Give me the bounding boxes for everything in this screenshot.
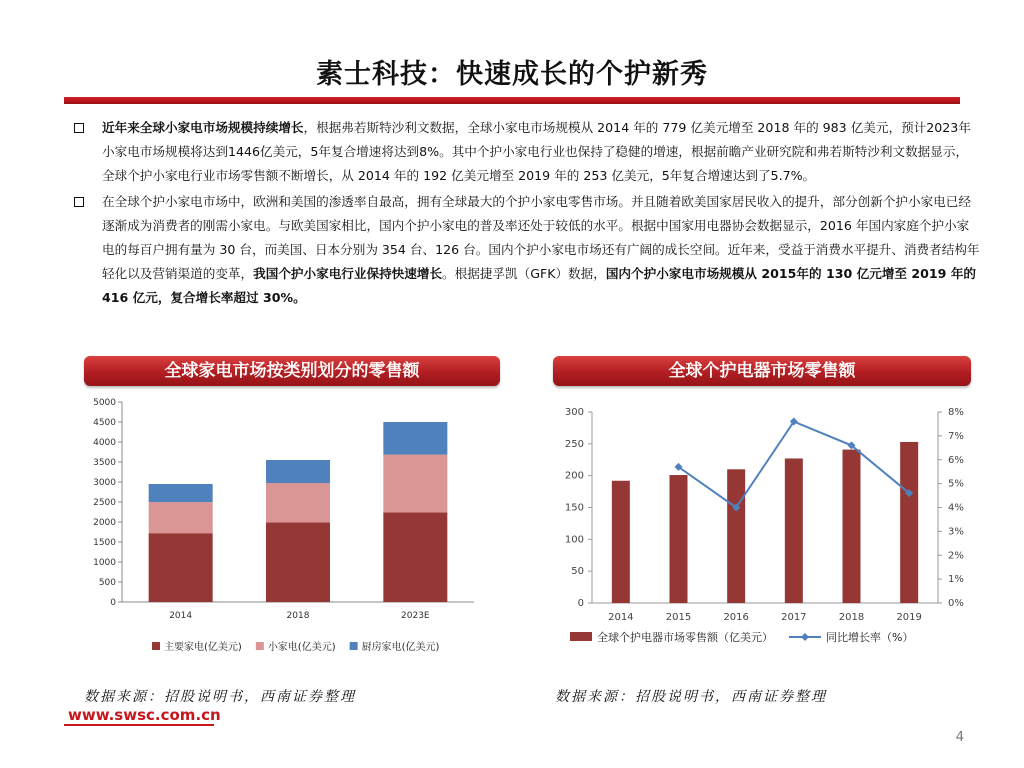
x-tick-label: 2015 — [665, 612, 692, 623]
left-chart-banner: 全球家电市场按类别划分的零售额 — [84, 356, 500, 386]
y2-tick-label: 5% — [948, 478, 964, 490]
x-tick-label: 2014 — [608, 612, 634, 623]
bullet-1-text: ，根据弗若斯特沙利文数据，全球小家电市场规模从 2014 年的 779 亿美元增至 2018 年的 983 亿美元，预计2023年小家电市场规模将达到1446亿美元，5年复合增速将达到8%。其中个护小家电行业也保持了稳健的增速，根据前瞻产业研究院和弗若斯特沙利文数据显示，全球个护小家电行业市场零售额不断增长，从 2014 年的 192 亿美元增至 2019 年的 253 亿美元，5年复合增速达到了5.7%。 — [102, 120, 971, 183]
square-bullet-icon — [74, 197, 84, 207]
legend-swatch — [152, 642, 160, 650]
y-tick-label: 50 — [571, 566, 584, 578]
bar-segment — [383, 455, 447, 513]
x-tick-label: 2018 — [286, 611, 310, 621]
url-underline — [64, 724, 214, 726]
y2-tick-label: 2% — [948, 550, 964, 562]
y-tick-label: 4500 — [93, 418, 116, 428]
bar-segment — [149, 533, 213, 602]
x-tick-label: 2016 — [723, 612, 749, 623]
page-number: 4 — [955, 730, 964, 745]
right-chart-banner: 全球个护电器市场零售额 — [553, 356, 971, 386]
y-tick-label: 1000 — [93, 558, 116, 568]
legend-marker — [801, 633, 809, 641]
bullet-1-lead: 近年来全球小家电市场规模持续增长 — [102, 120, 304, 135]
y-tick-label: 300 — [564, 407, 584, 418]
x-tick-label: 2014 — [169, 611, 193, 621]
bullet-2-text: 在全球个护小家电市场中，欧洲和美国的渗透率自最高，拥有全球最大的个护小家电零售市场。并且随着欧美国家居民收入的提升，部分创新个护小家电已经逐渐成为消费者的刚需小家电。与欧美国家相比，国内个护小家电的普及率还处于较低的水平。根据中国家用电器协会数据显示，2016 年国内家庭个护小家电的每百户拥有量为 30 台，而美国、日本分别为 354 台、126 台。国内个护小家电市场还有广阔的成长空间。近年来，受益于消费水平提升、消费者结构年轻化以及营销渠道的变革， — [102, 194, 980, 281]
y-tick-label: 500 — [98, 578, 116, 588]
website-url[interactable]: www.swsc.com.cn — [68, 706, 221, 724]
legend-swatch — [256, 642, 264, 650]
y2-tick-label: 7% — [948, 430, 964, 442]
bar — [670, 475, 688, 603]
legend-swatch — [350, 642, 358, 650]
y2-tick-label: 6% — [948, 454, 964, 466]
y2-tick-label: 8% — [948, 407, 964, 418]
x-tick-label: 2023E — [401, 611, 430, 621]
bar-segment — [383, 422, 447, 455]
bar-line-chart — [540, 398, 980, 654]
bar-segment — [266, 522, 330, 602]
bar-segment — [266, 460, 330, 483]
x-tick-label: 2019 — [896, 612, 922, 623]
bullet-item-1 — [70, 116, 980, 188]
title-underline — [64, 97, 960, 104]
y-tick-label: 250 — [564, 438, 584, 450]
bar-segment — [383, 512, 447, 602]
bar — [843, 450, 861, 603]
y-tick-label: 2500 — [93, 498, 116, 508]
bar — [727, 469, 745, 603]
y-tick-label: 100 — [564, 534, 584, 546]
legend-label: 同比增长率（%） — [826, 631, 914, 644]
legend-label: 厨房家电(亿美元) — [361, 642, 440, 653]
square-bullet-icon — [74, 123, 84, 133]
bullet-list — [70, 116, 980, 312]
y2-tick-label: 4% — [948, 502, 964, 514]
y-tick-label: 5000 — [93, 398, 116, 408]
bullet-2-text2: 。根据捷孚凯（GFK）数据， — [442, 266, 606, 281]
bar — [900, 442, 918, 603]
y-tick-label: 0 — [110, 598, 116, 608]
y-tick-label: 0 — [577, 598, 584, 609]
y2-tick-label: 1% — [948, 574, 964, 586]
left-data-source: 数据来源：招股说明书，西南证券整理 — [84, 689, 356, 705]
y-tick-label: 3000 — [93, 478, 116, 488]
bar — [785, 458, 803, 603]
page-title: 素士科技：快速成长的个护新秀 — [316, 59, 708, 90]
y2-tick-label: 0% — [948, 598, 964, 609]
bullet-2-bold-tail: 国内个护小家电市场规模从 2015年的 130 亿元增至 2019 年的 416 亿元，复合增长率超过 30%。 — [102, 266, 977, 305]
y-tick-label: 200 — [564, 470, 584, 482]
y2-tick-label: 3% — [948, 526, 964, 538]
bullet-2-bold-mid: 我国个护小家电行业保持快速增长 — [253, 266, 443, 281]
y-tick-label: 4000 — [93, 438, 116, 448]
legend-label: 全球个护电器市场零售额（亿美元） — [597, 631, 773, 644]
y-tick-label: 3500 — [93, 458, 116, 468]
right-data-source: 数据来源：招股说明书，西南证券整理 — [555, 689, 827, 705]
x-tick-label: 2018 — [838, 612, 865, 623]
y-tick-label: 150 — [564, 502, 584, 514]
y-tick-label: 1500 — [93, 538, 116, 548]
legend-label: 小家电(亿美元) — [267, 642, 336, 653]
bullet-item-2 — [70, 190, 980, 310]
bar-segment — [149, 502, 213, 533]
x-tick-label: 2017 — [781, 612, 807, 623]
bar — [612, 481, 630, 603]
legend-swatch — [570, 632, 592, 641]
bar-segment — [266, 483, 330, 522]
stacked-bar-chart — [64, 392, 504, 664]
bar-segment — [149, 484, 213, 502]
legend-label: 主要家电(亿美元) — [164, 642, 242, 653]
y-tick-label: 2000 — [93, 518, 116, 528]
